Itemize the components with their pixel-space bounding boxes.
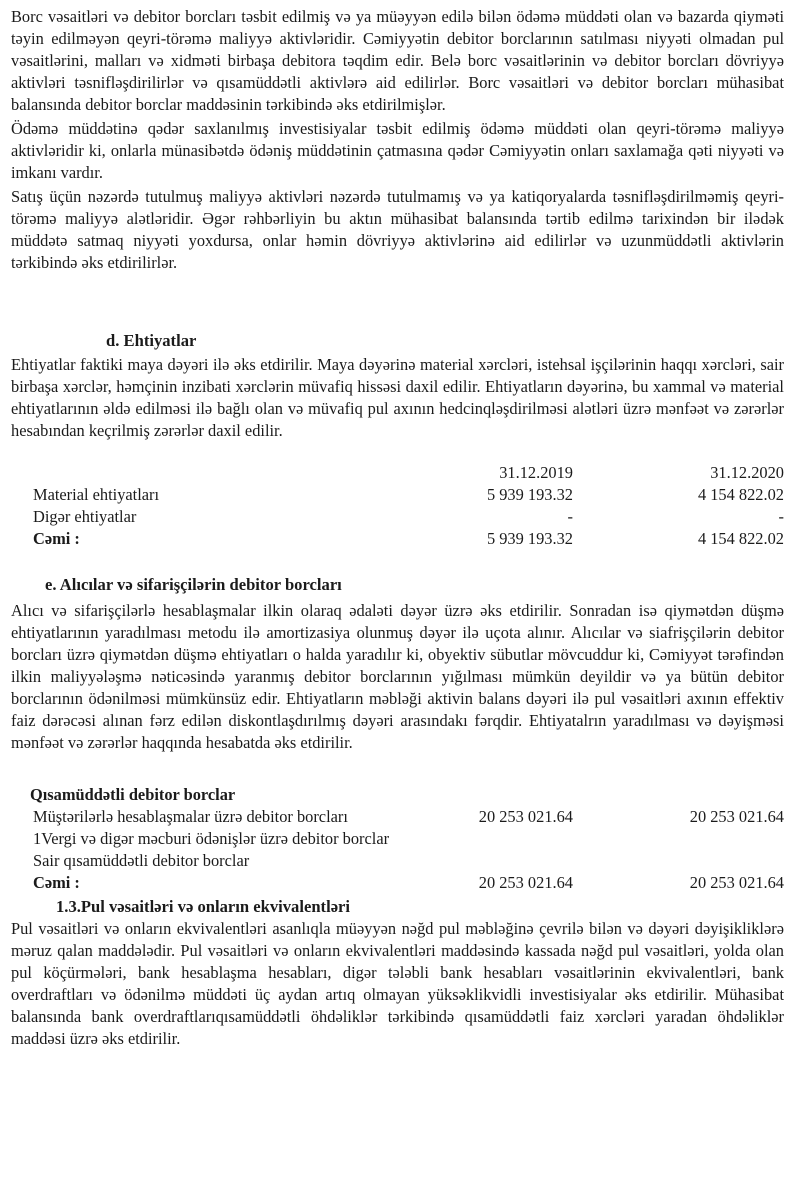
row-label: Material ehtiyatları xyxy=(33,485,160,504)
value-2019: 5 939 193.32 xyxy=(486,529,573,548)
column-header-2019: 31.12.2019 xyxy=(499,463,573,482)
value-2020: 20 253 021.64 xyxy=(689,873,784,892)
value-2019: - xyxy=(567,507,573,526)
table-row-diger-ehtiyatlar xyxy=(11,506,784,528)
heading-debitor-borclari: e. Alıcılar və sifarişçilərin debitor borcları xyxy=(45,575,342,594)
row-label: Digər ehtiyatlar xyxy=(33,507,137,526)
value-2019: 20 253 021.64 xyxy=(478,873,573,892)
value-2019: 20 253 021.64 xyxy=(478,807,573,826)
heading-ehtiyatlar: d. Ehtiyatlar xyxy=(106,331,197,350)
table-row-vergi xyxy=(11,828,784,850)
row-label-total: Cəmi : xyxy=(33,873,80,892)
table-row-inventory-total xyxy=(11,528,784,550)
receivables-table xyxy=(11,784,784,894)
paragraph-available-for-sale: Satış üçün nəzərdə tutulmuş maliyyə aktivləri nəzərdə tutulmamış və ya katiqoryalarda təsnifləşdirilməmiş qeyri- törəmə maliyyə alətləridir. Əgər rəhbərliyin bu aktın mühasibat balansında tərtib edilmə tarixindən bir ilədək müddətə satmaq niyyəti yoxdursa, onlar həmin dövriyyə aktivlərinə aid edilirlər və uzunmüddətli aktivlərin tərkibində əks etdirilirlər. xyxy=(11,187,784,272)
paragraph-ehtiyatlar: Ehtiyatlar faktiki maya dəyəri ilə əks etdirilir. Maya dəyərinə material xərcləri, istehsal işçilərinin haqqı xərcləri, sair birbaşa xərclər, həmçinin inzibati xərclərin müvafiq hissəsi daxil edilir. Ehtiyatların dəyərinə, bu xammal və material ehtiyatlarının əldə edilməsi ilə bağlı olan və müvafiq pul axının hedcinqləşdirilməsi alətləri üzrə mənfəət və zərərlər hesabından keçrilmiş zərərlər daxil edilir. xyxy=(11,355,784,440)
paragraph-pul-vesaitleri: Pul vəsaitləri və onların ekvivalentləri asanlıqla müəyyən nəğd pul məbləğinə çevrilə bilən və dəyəri dəyişikliklərə məruz qalan maddələdir. Pul vəsaitləri və onların ekvivalentləri maddəsində kassada nəğd pul vəsaitləri, yolda olan pul köçürmələri, bank hesablaşma hesabları, digər tələbli bank hesabları vəsaitlərinin ekvivalentləri, bank overdraftları və ödənilmə müddəti üç aydan artıq olmayan yüksəklikvidli investisiyalar əks etdirilir. Mühasibat balansında bank overdraftlarıqısamüddətli öhdəliklər tərkibində qısamüddətli faiz xərcləri yaradan öhdəliklər maddəsi üzrə əks etdirilir. xyxy=(11,919,784,1048)
receivables-table-title-row xyxy=(11,784,784,806)
row-label: Müştərilərlə hesablaşmalar üzrə debitor borcları xyxy=(33,807,348,826)
receivables-table-title: Qısamüddətli debitor borclar xyxy=(30,785,236,804)
value-2020: 20 253 021.64 xyxy=(689,807,784,826)
value-2019: 5 939 193.32 xyxy=(486,485,573,504)
paragraph-held-to-maturity: Ödəmə müddətinə qədər saxlanılmış investisiyalar təsbit edilmiş ödəmə müddəti olan qeyri-törəmə maliyyə aktivləridir ki, onlarla münasibətdə ödəniş müddətinin çatmasına qədər Cəmiyyətin onları saxlamağa qəti niyyəti və imkanı vardır. xyxy=(11,119,784,182)
table-row-sair xyxy=(11,850,784,872)
row-label-total: Cəmi : xyxy=(33,529,80,548)
heading-pul-vesaitleri: 1.3.Pul vəsaitləri və onların ekvivalentləri xyxy=(56,897,351,916)
inventory-table-header-row xyxy=(11,462,784,484)
value-2020: 4 154 822.02 xyxy=(697,485,784,504)
inventory-table xyxy=(11,462,784,550)
paragraph-debitor-borclari: Alıcı və sifarişçilərlə hesablaşmalar ilkin olaraq ədaləti dəyər üzrə əks etdirilir. Sonradan isə qiymətdən düşmə ehtiyatlarının yaradılması metodu ilə amortizasiya olunmuş dəyər ilə uçota alınır. Alıcılar və siafrişçilərin debitor borcları üzrə qiymətdən düşmə ehtiyatları o halda yaradılır ki, obyektiv sübutlar mövcuddur ki, Cəmiyyət tərəfindən ilkin maliyyələşmə nəticəsində yaranmış debitor borclarının yığılması mümkün deyildir və ya bütün debitor borclarının ödənilməsi mümkünsüz edir. Ehtiyatların məbləği aktivin balans dəyəri ilə pul vəsaitləri axının effektiv faiz dərəcəsi alınan fərz edilən diskontlaşdırılmış dəyəri arasındakı fərqdir. Ehtiyatalrın yaradılması və dəyişməsi mənfəət və zərərlər haqqında hesabatda əks etdirilir. xyxy=(11,601,784,752)
table-row-receivables-total xyxy=(11,872,784,894)
table-row-material-ehtiyatlari xyxy=(11,484,784,506)
value-2020: 4 154 822.02 xyxy=(697,529,784,548)
table-row-musteriler xyxy=(11,806,784,828)
row-label: Sair qısamüddətli debitor borclar xyxy=(33,851,250,870)
column-header-2020: 31.12.2020 xyxy=(710,463,784,482)
row-label: 1Vergi və digər məcburi ödənişlər üzrə debitor borclar xyxy=(33,829,390,848)
paragraph-loans-receivables: Borc vəsaitləri və debitor borcları təsbit edilmiş və ya müəyyən edilə bilən ödəmə müddəti olan və bazarda qiyməti təyin edilməyən qeyri-törəmə maliyyə aktivləridir. Cəmiyyətin debitor borclarının satılması niyyəti olmadan pul vəsaitlərini, malları və xidməti birbaşa debitora təqdim edir. Belə borc vəsaitlərinin və debitor borcları dövriyyə aktivləri təsnifləşdirilirlər və qısamüddətli aktivlərə aid edilirlər. Borc vəsaitləri və debitor borcları mühasibat balansında debitor borclar maddəsinin tərkibində əks etdirilmişlər. xyxy=(11,7,784,114)
value-2020: - xyxy=(778,507,784,526)
